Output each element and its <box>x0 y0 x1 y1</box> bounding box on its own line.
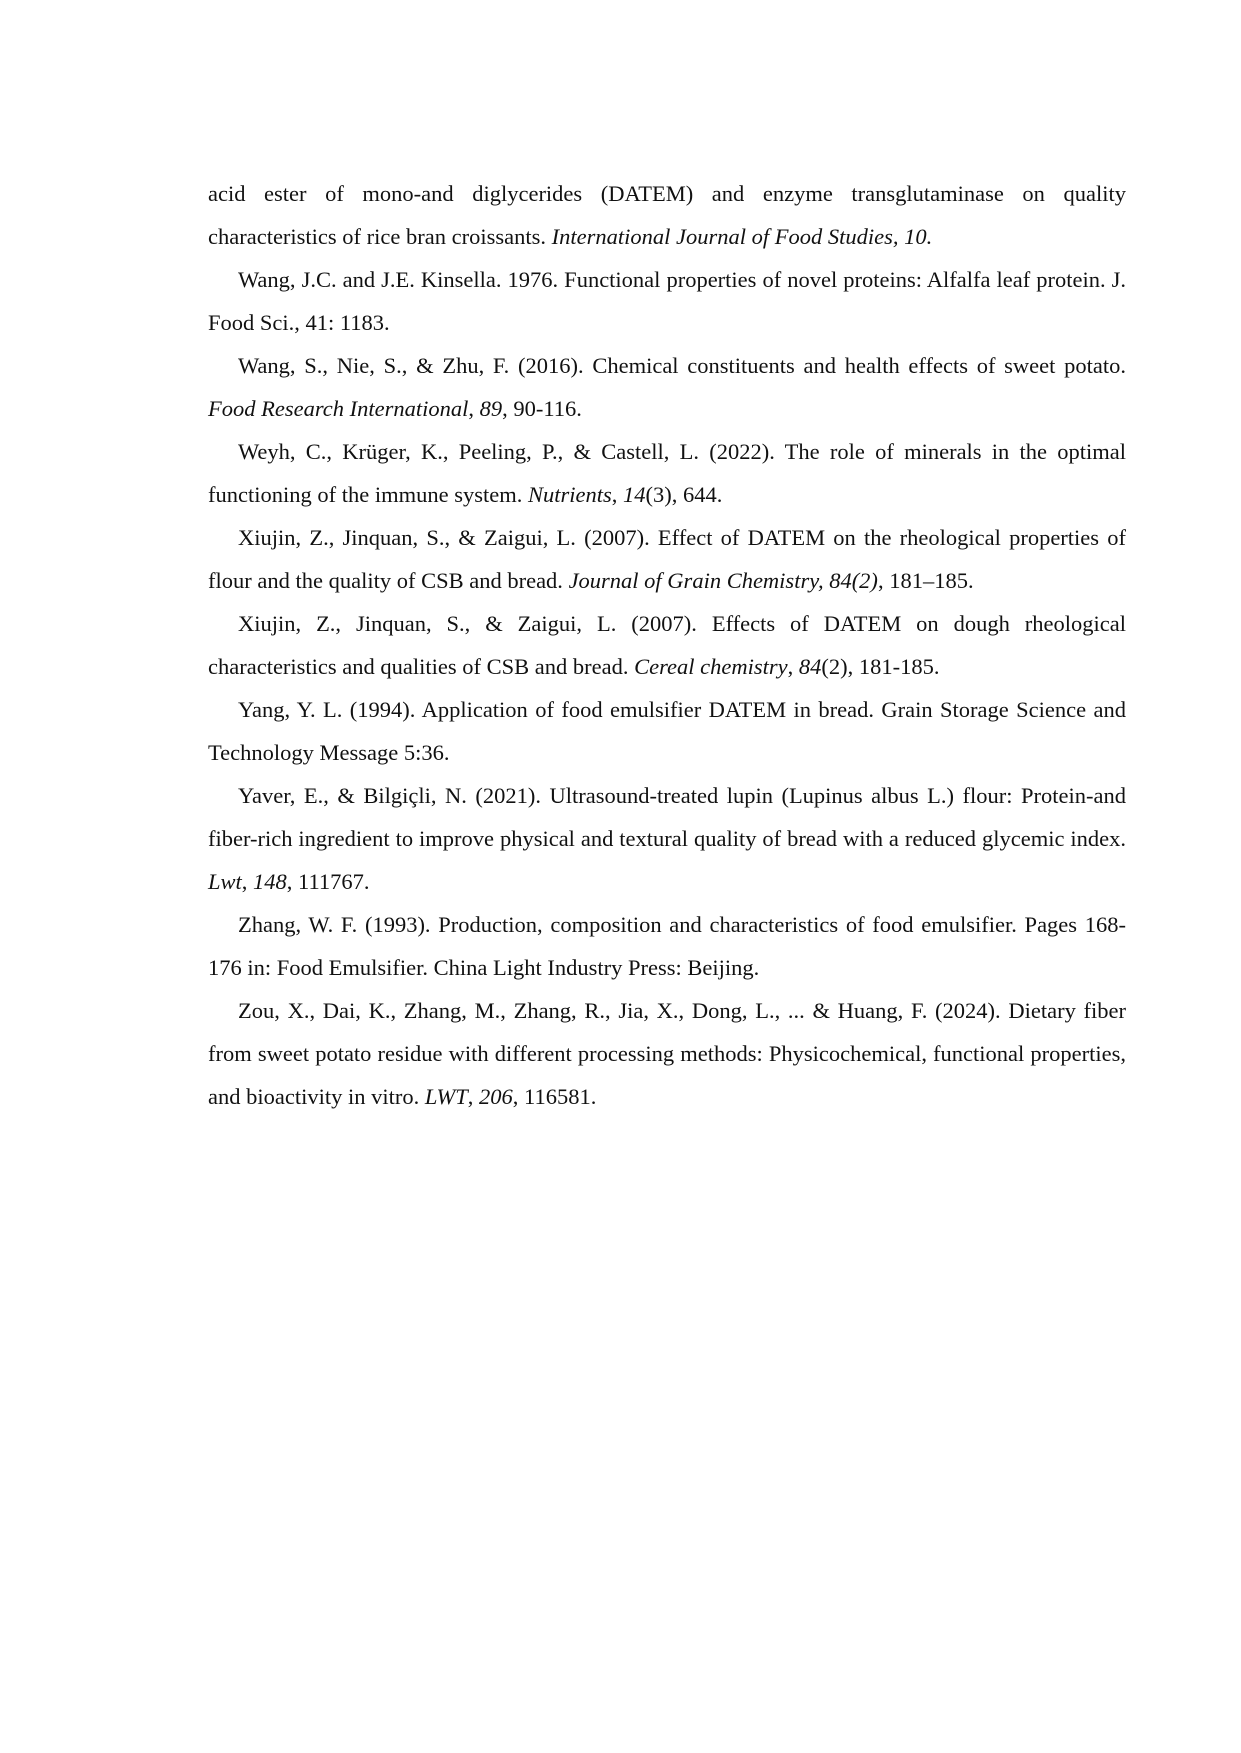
reference-italic-text: 14 <box>622 482 646 507</box>
reference-text: , 116581. <box>512 1084 597 1109</box>
reference-text: Xiujin, Z., Jinquan, S., & Zaigui, L. (2007). Effects of DATEM on dough rheological characteristics and qualities of CSB and bread. <box>208 611 1126 679</box>
reference-text: (2), 181-185. <box>821 654 940 679</box>
reference-entry <box>208 344 1126 430</box>
reference-text: , <box>468 396 480 421</box>
reference-text: , <box>787 654 799 679</box>
reference-entry <box>208 430 1126 516</box>
reference-text: , <box>611 482 623 507</box>
reference-entry <box>208 903 1126 989</box>
reference-italic-text: 206 <box>479 1084 513 1109</box>
reference-text: , <box>241 869 254 894</box>
reference-entry <box>208 774 1126 903</box>
reference-entry <box>208 602 1126 688</box>
reference-text: , 111767. <box>286 869 370 894</box>
reference-text: Yaver, E., & Bilgiçli, N. (2021). Ultrasound-treated lupin (Lupinus albus L.) flour: Protein-and fiber-rich ingredient to improve physical and textural quality of bread with a reduced glycemic index. <box>208 783 1126 851</box>
reference-italic-text: Lwt <box>208 869 242 894</box>
reference-text: Xiujin, Z., Jinquan, S., & Zaigui, L. (2007). Effect of DATEM on the rheological properties of flour and the quality of CSB and bread. <box>208 525 1126 593</box>
reference-italic-text: 89 <box>479 396 503 421</box>
reference-text: (3), 644. <box>645 482 723 507</box>
reference-list <box>208 172 1126 1118</box>
reference-text: , 90-116. <box>502 396 582 421</box>
reference-italic-text: LWT <box>424 1084 468 1109</box>
reference-entry <box>208 172 1126 258</box>
reference-entry <box>208 989 1126 1118</box>
reference-entry <box>208 258 1126 344</box>
reference-text: Yang, Y. L. (1994). Application of food emulsifier DATEM in bread. Grain Storage Science and Technology Message 5:36. <box>208 697 1126 765</box>
reference-text: Wang, S., Nie, S., & Zhu, F. (2016). Chemical constituents and health effects of sweet potato. <box>238 353 1126 378</box>
reference-text: Zou, X., Dai, K., Zhang, M., Zhang, R., Jia, X., Dong, L., ... & Huang, F. (2024). Dietary fiber from sweet potato residue with different processing methods: Physicochemical, functional properties, and bioactivity in vitro. <box>208 998 1126 1109</box>
reference-italic-text: Food Research International <box>208 396 469 421</box>
reference-entry <box>208 516 1126 602</box>
reference-text: , <box>467 1084 480 1109</box>
reference-italic-text: 84 <box>798 654 822 679</box>
reference-text: Wang, J.C. and J.E. Kinsella. 1976. Functional properties of novel proteins: Alfalfa leaf protein. J. Food Sci., 41: 1183. <box>208 267 1126 335</box>
reference-italic-text: 148 <box>253 869 287 894</box>
reference-italic-text: Cereal chemistry <box>634 654 788 679</box>
reference-text: Weyh, C., Krüger, K., Peeling, P., & Castell, L. (2022). The role of minerals in the optimal functioning of the immune system. <box>208 439 1126 507</box>
reference-text: , 181–185. <box>877 568 974 593</box>
reference-entry <box>208 688 1126 774</box>
reference-text: acid ester of mono-and diglycerides (DATEM) and enzyme transglutaminase on quality characteristics of rice bran croissants. <box>208 181 1126 249</box>
reference-text: Zhang, W. F. (1993). Production, composition and characteristics of food emulsifier. Pages 168-176 in: Food Emulsifier. China Light Industry Press: Beijing. <box>208 912 1126 980</box>
reference-italic-text: International Journal of Food Studies, 10. <box>551 224 933 249</box>
reference-italic-text: Journal of Grain Chemistry, 84(2) <box>568 568 878 593</box>
reference-italic-text: Nutrients <box>527 482 612 507</box>
